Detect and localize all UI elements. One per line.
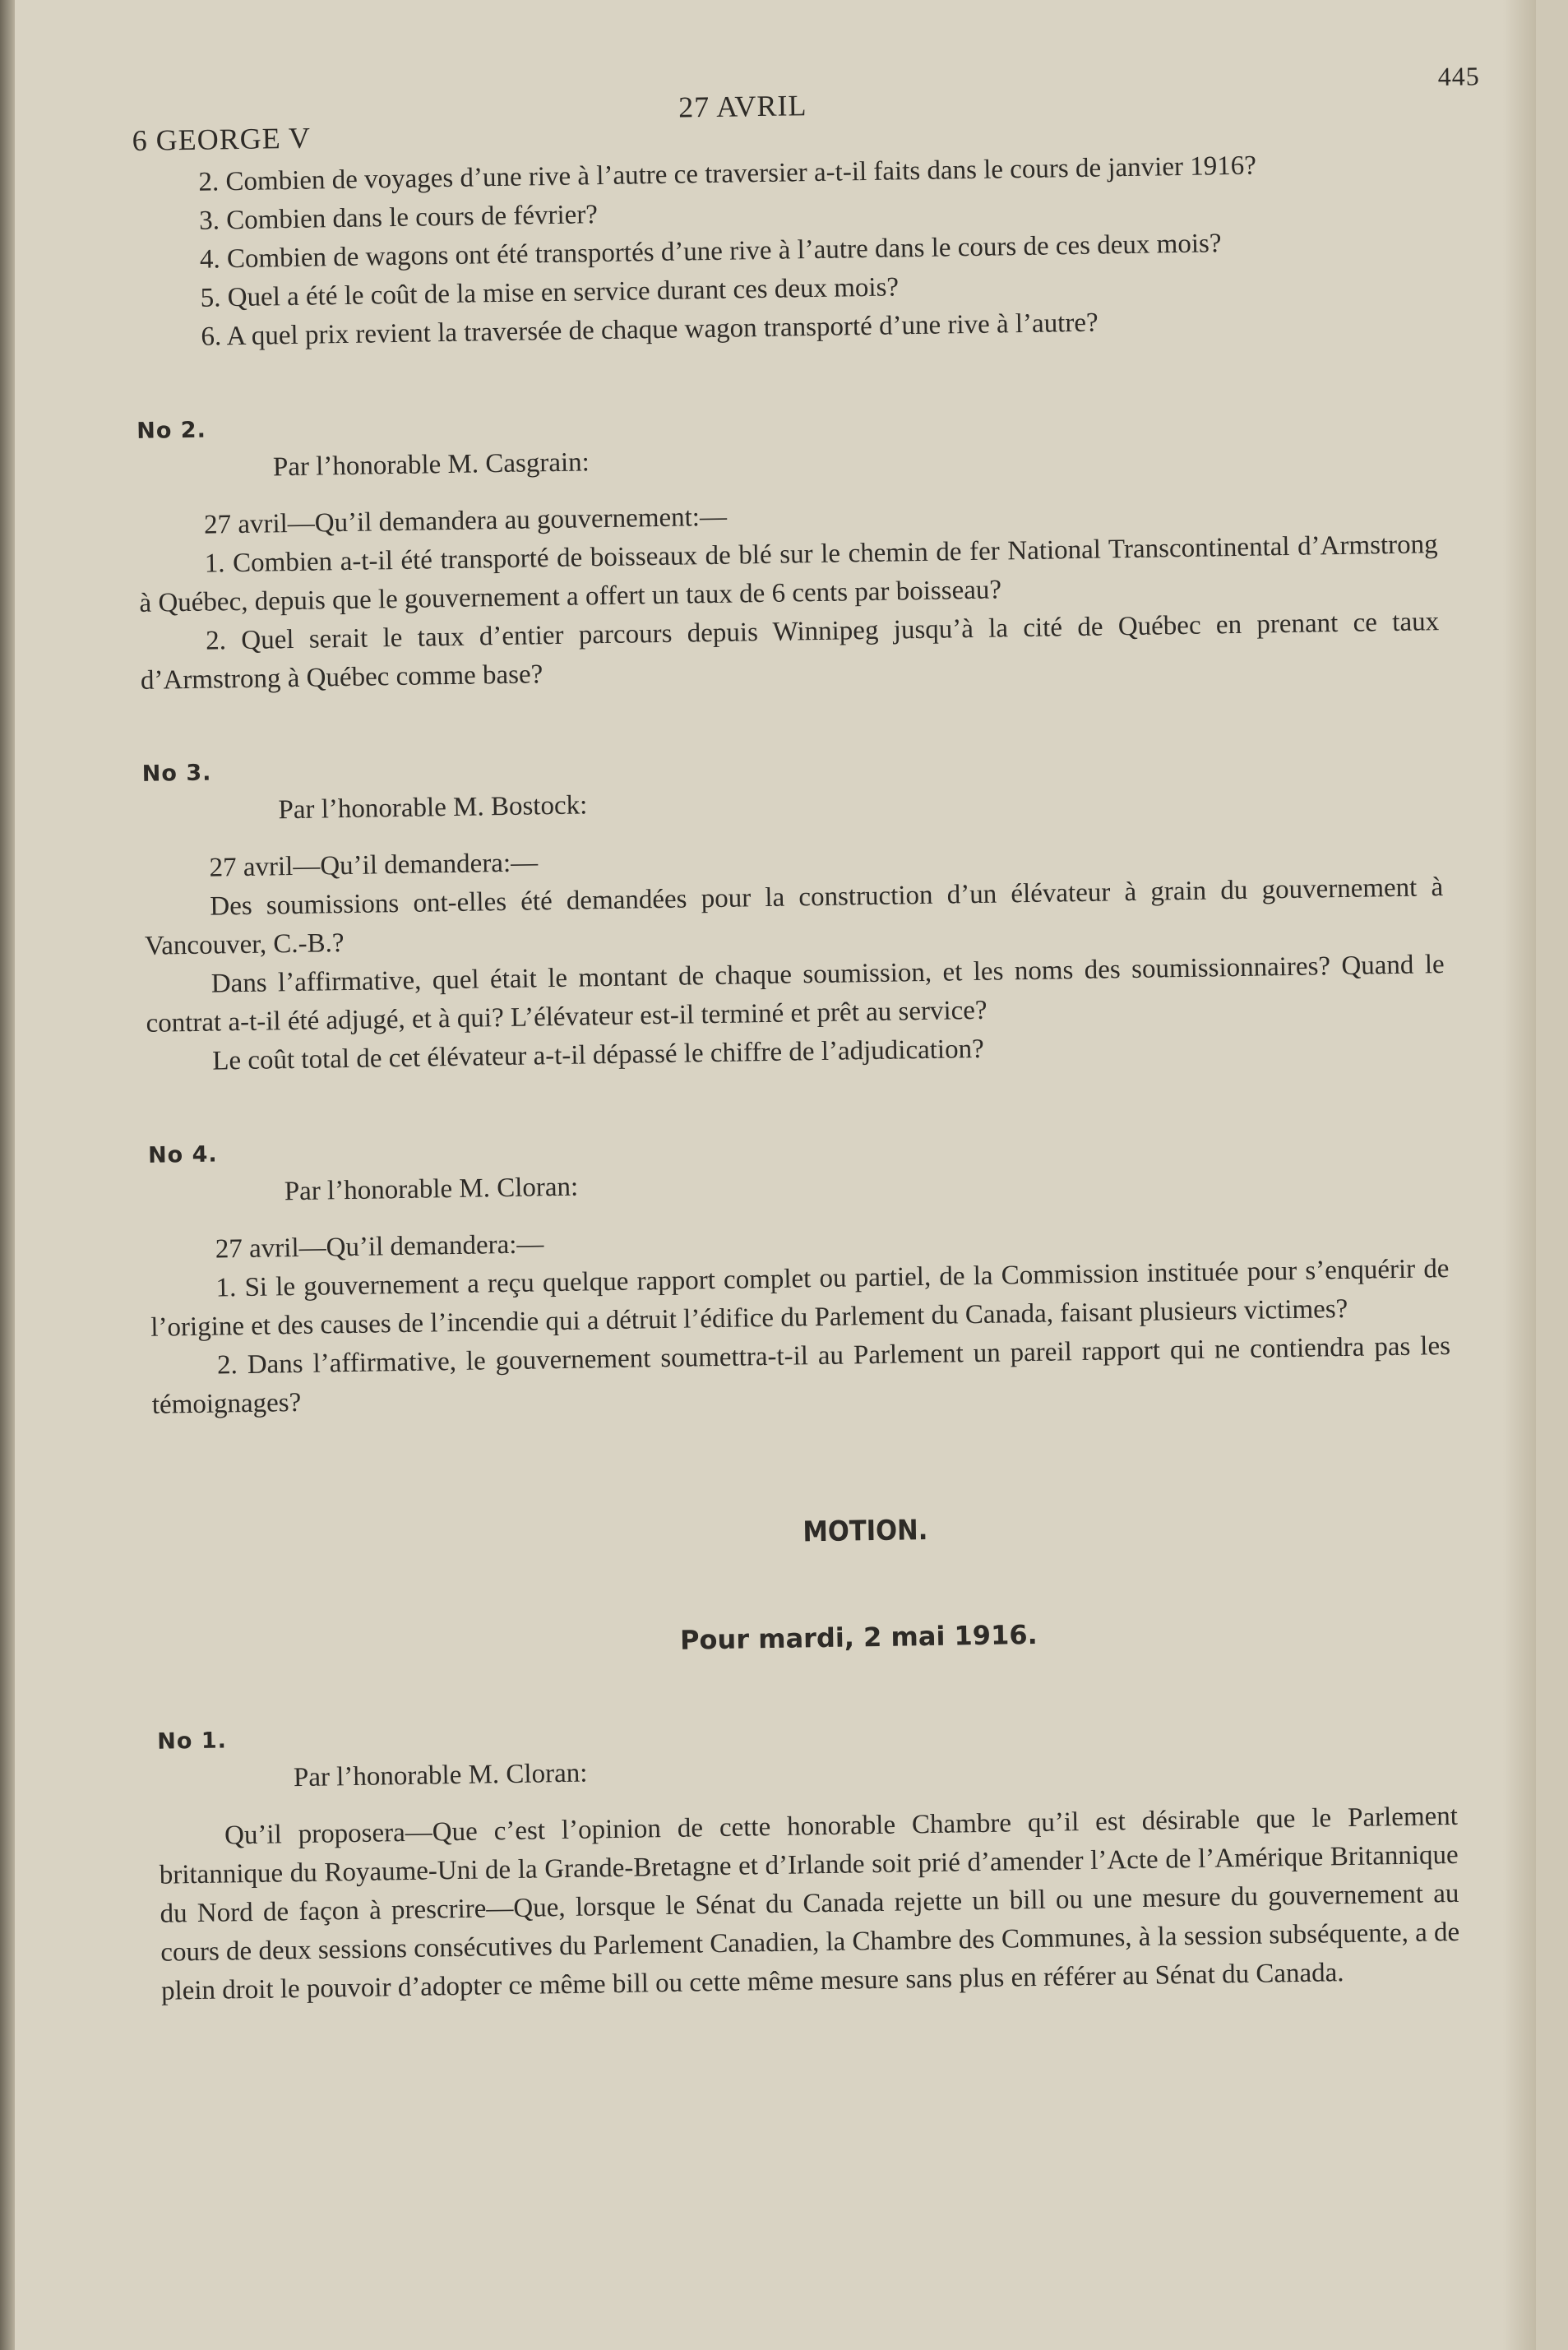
intro-question-4: 4. Combien de wagons ont été transportés d’une rive à l’autre dans le cours de ces deux mois? (199, 229, 1222, 275)
question-author: Par l’honorable M. Bostock: (278, 790, 588, 826)
motion-date: Pour mardi, 2 mai 1916. (679, 1618, 1038, 1656)
question-number: No 3. (141, 760, 212, 787)
page-binding (0, 0, 15, 2350)
motion-section (154, 1503, 1460, 2011)
question-author: Par l’honorable M. Cloran: (284, 1172, 579, 1207)
motion-author: Par l’honorable M. Cloran: (293, 1758, 588, 1793)
intro-question-6: 6. A quel prix revient la traversée de chaque wagon transporté d’une rive à l’autre? (201, 308, 1099, 352)
motion-paragraph: Qu’il proposera—Que c’est l’opinion de cette honorable Chambre qu’il est désirable que le Parlement britannique du Royaume-Uni de la Grande-Bretagne et d’Irlande soit prié d’amender l’Acte de l’Amérique Britannique du Nord de façon à prescrire—Que, lorsque le Sénat du Canada rejette un bill ou une mesure du gouvernement au cours de deux sessions consécutives du Parlement Canadien, la Chambre des Communes, à la session subséquente, a de plein droit le pouvoir d’adopter ce même bill ou cette même mesure sans plus en référer au Sénat du Canada. (159, 1801, 1460, 2006)
intro-question-5: 5. Quel a été le coût de la mise en service durant ces deux mois? (200, 272, 900, 313)
intro-question-2: 2. Combien de voyages d’une rive à l’autre ce traversier a-t-il faits dans le cours de janvier 1916? (198, 150, 1257, 197)
header-regnal-year: 6 GEORGE V (132, 121, 312, 157)
question-date: 27 avril—Qu’il demandera au gouvernement:— (203, 502, 728, 540)
running-header (132, 61, 1480, 157)
page-body (132, 144, 1460, 2011)
page-edge (1503, 0, 1536, 2350)
question-no-4 (148, 1116, 1451, 1425)
question-paragraph: Le coût total de cet élévateur a-t-il dépassé le chiffre de l’adjudication? (212, 1034, 984, 1076)
question-no-3 (141, 734, 1445, 1082)
question-paragraph: 2. Dans l’affirmative, le gouvernement soumettra-t-il au Parlement un pareil rapport qui ne contiendra pas les témoignages? (151, 1330, 1451, 1420)
question-number: No 2. (136, 417, 207, 444)
question-paragraph: 1. Si le gouvernement a reçu quelque rapport complet ou partiel, de la Commission instituée pour s’enquérir de l’origine et des causes de l’incendie qui a détruit l’édifice du Parlement du Canada, faisant plusieurs victimes? (150, 1253, 1450, 1343)
question-date: 27 avril—Qu’il demandera:— (215, 1229, 544, 1265)
motion-number: No 1. (157, 1728, 228, 1755)
intro-question-3: 3. Combien dans le cours de février? (198, 200, 599, 236)
intro-questions (132, 144, 1434, 358)
question-number: No 4. (147, 1141, 218, 1168)
document-page (15, 0, 1536, 2350)
page-number: 445 (1437, 61, 1480, 92)
question-no-2 (136, 391, 1440, 701)
header-date: 27 AVRIL (678, 89, 807, 124)
motion-title: MOTION. (803, 1513, 928, 1549)
question-paragraph: 1. Combien a-t-il été transporté de boisseaux de blé sur le chemin de fer National Transcontinental d’Armstrong à Québec, depuis que le gouvernement a offert un taux de 6 cents par boisseau? (139, 530, 1438, 618)
question-paragraph: 2. Quel serait le taux d’entier parcours depuis Winnipeg jusqu’à la cité de Québec en prenant ce taux d’Armstrong à Québec comme base? (140, 607, 1440, 696)
question-paragraph: Dans l’affirmative, quel était le montant de chaque soumission, et les noms des soumissionnaires? Quand le contrat a-t-il été adjugé, et à qui? L’élévateur est-il terminé et prêt au service? (146, 950, 1445, 1039)
question-date: 27 avril—Qu’il demandera:— (209, 848, 539, 883)
question-paragraph: Des soumissions ont-elles été demandées pour la construction d’un élévateur à grain du gouvernement à Vancouver, C.-B.? (144, 872, 1444, 961)
question-author: Par l’honorable M. Casgrain: (272, 447, 590, 483)
